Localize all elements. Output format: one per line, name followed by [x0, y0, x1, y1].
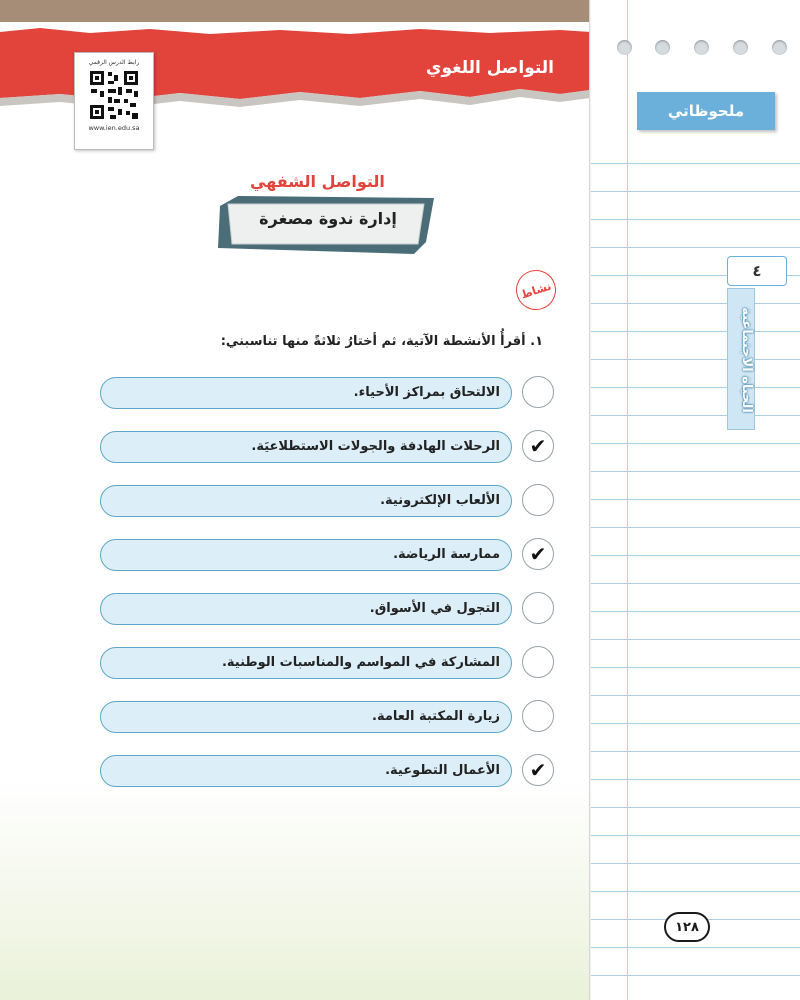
binder-hole-icon [733, 40, 748, 55]
activity-stamp [511, 265, 561, 315]
choice-checkbox[interactable] [522, 430, 554, 462]
choice-text: المشاركة في المواسم والمناسبات الوطنية. [221, 655, 500, 670]
choice-checkbox[interactable] [522, 484, 554, 516]
notes-title: ملحوظاتي [637, 92, 775, 130]
choice-item[interactable] [100, 646, 556, 682]
choice-item[interactable] [100, 700, 556, 736]
notes-page [591, 0, 800, 1000]
choice-item[interactable] [100, 538, 556, 574]
check-mark-icon: ✔ [529, 542, 547, 566]
choice-checkbox[interactable] [522, 538, 554, 570]
choice-item[interactable] [100, 376, 556, 412]
activity-stamp-label: نشاط [519, 279, 553, 301]
binder-hole-icon [617, 40, 632, 55]
choice-checkbox[interactable] [522, 376, 554, 408]
question-instruction: ١. أقرأُ الأنشطة الآتية، ثم أختارُ ثلاثةً منها تناسبني: [220, 334, 543, 349]
choice-checkbox[interactable] [522, 592, 554, 624]
lesson-title-plate [218, 196, 434, 254]
qr-code-icon [88, 69, 140, 121]
page-number: ١٢٨ [664, 912, 710, 942]
choice-text: ممارسة الرياضة. [393, 547, 500, 562]
check-mark-icon: ✔ [529, 758, 547, 782]
unit-tab[interactable] [727, 288, 755, 430]
choice-item[interactable] [100, 430, 556, 466]
unit-tab-label: الحياة الاجتماعية [739, 307, 754, 413]
choice-text: التجول في الأسواق. [369, 601, 500, 616]
binder-hole-icon [772, 40, 787, 55]
choice-item[interactable] [100, 484, 556, 520]
choice-text: زيارة المكتبة العامة. [372, 709, 500, 724]
notes-margin-line [627, 0, 628, 1000]
choice-text: الأعمال التطوعية. [385, 763, 500, 778]
lesson-title: إدارة ندوة مصغرة [259, 209, 397, 228]
binder-hole-icon [694, 40, 709, 55]
choice-text: الألعاب الإلكترونية. [380, 493, 500, 508]
binder-hole-icon [655, 40, 670, 55]
choice-checkbox[interactable] [522, 646, 554, 678]
choice-checkbox[interactable] [522, 754, 554, 786]
choice-item[interactable] [100, 592, 556, 628]
qr-link-box[interactable] [74, 52, 154, 150]
choice-item[interactable] [100, 754, 556, 790]
choice-checkbox[interactable] [522, 700, 554, 732]
choice-text: الالتحاق بمراكز الأحياء. [353, 385, 500, 400]
unit-number-box: ٤ [727, 256, 787, 286]
choice-text: الرحلات الهادفة والجولات الاستطلاعيَة. [251, 439, 500, 454]
check-mark-icon: ✔ [529, 434, 547, 458]
top-strip [0, 0, 590, 22]
section-subtitle: التواصل الشفهي [250, 172, 385, 191]
qr-caption: رابط الدرس الرقمي [88, 59, 140, 66]
unit-header-title: التواصل اللغوي [425, 58, 554, 78]
qr-url: www.ien.edu.sa [88, 124, 140, 132]
